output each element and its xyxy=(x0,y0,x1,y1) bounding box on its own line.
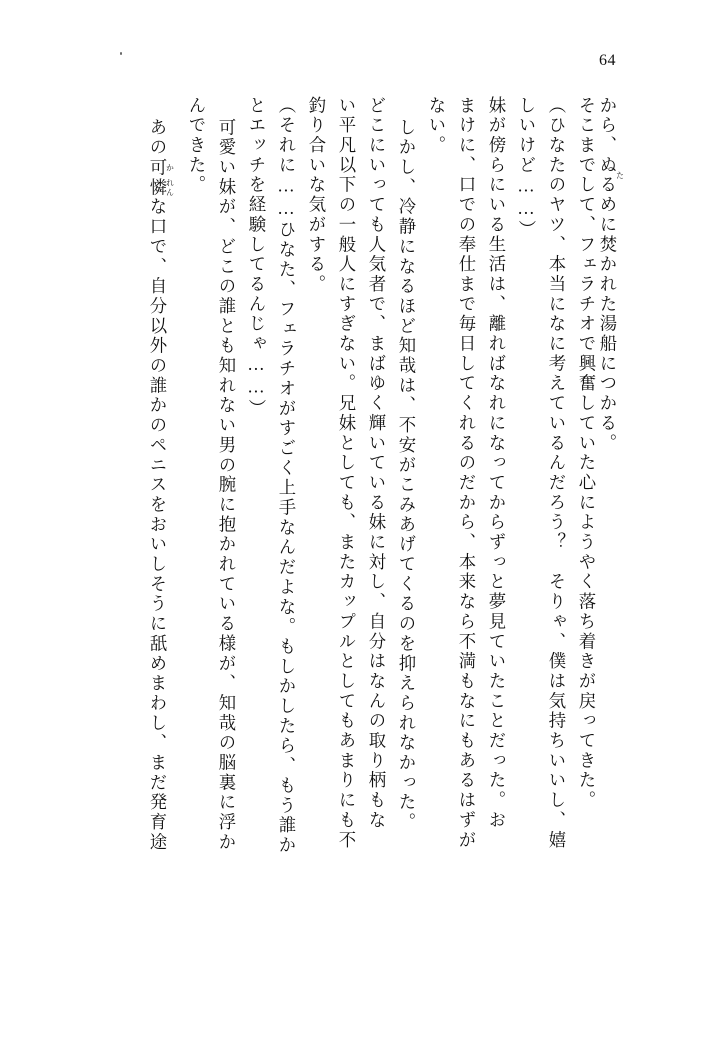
page-number: 64 xyxy=(599,52,616,69)
text-line: 可愛い妹が、どこの誰とも知れない男の腕に抱かれている様が、知哉の脳裏に浮か xyxy=(216,118,236,853)
text-line: 釣り合いな気がする。 xyxy=(306,96,326,295)
vertical-text-block xyxy=(84,96,624,966)
text-line: （ひなたのヤツ、本当になに考えているんだろう？ そりゃ、僕は気持ちいいし、嬉 xyxy=(546,96,566,851)
text-line: とエッチを経験してるんじゃ……） xyxy=(246,96,266,419)
ruby-karen: 可か xyxy=(147,157,175,178)
text-line: い平凡以下の一般人にすぎない。兄妹としても、またカップルとしてもあまりにも不 xyxy=(336,96,356,851)
page-speck xyxy=(120,52,122,55)
text-line: 妹が傍らにいる生活は、離ればなれになってからずっと夢見ていたことだった。お xyxy=(486,96,506,831)
text-line: そこまでして、フェラチオで興奮していた心にようやく落ち着きが戻ってきた。 xyxy=(576,96,596,811)
text-line: （それに……ひなた、フェラチオがすごく上手なんだよな。もしかしたら、もう誰か xyxy=(276,96,296,856)
text-line: しかし、冷静になるほど知哉は、不安がこみあげてくるのを抑えられなかった。 xyxy=(396,118,416,833)
text-line: ない。 xyxy=(426,96,446,156)
text-line: まけに、口での奉仕まで毎日してくれるのだから、本来なら不満もなにもあるはずが xyxy=(456,96,476,851)
text-line: あの可か憐れんな口で、自分以外の誰かのペニスをおいしそうに舐めまわし、まだ発育途 xyxy=(147,118,175,853)
text-line: から、ぬるめに焚たかれた湯船につかる。 xyxy=(597,96,625,454)
text-line: んできた。 xyxy=(186,96,206,196)
text-line: しいけど……） xyxy=(516,96,536,241)
text-line: どこにいっても人気者で、まばゆく輝いている妹に対し、自分はなんの取り柄もな xyxy=(366,96,386,831)
ruby-taki: から、ぬるめに焚た xyxy=(597,96,625,255)
